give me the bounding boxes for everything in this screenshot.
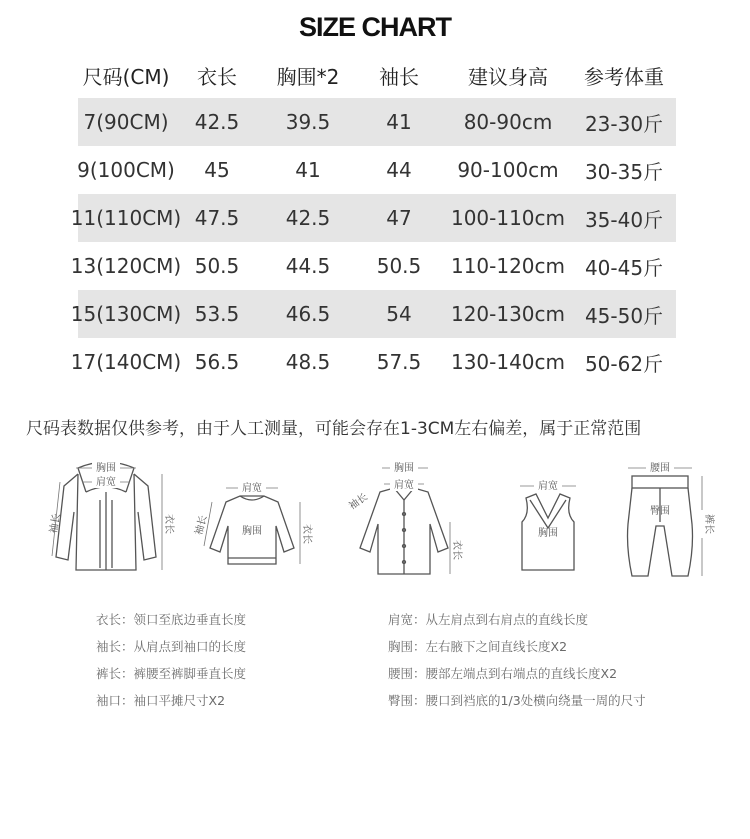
header-length: 衣长 (197, 64, 237, 89)
table-row (78, 98, 676, 146)
legend-key: 袖长 (96, 639, 122, 654)
jacket-chest-label: 胸围 (96, 463, 116, 474)
cell-sleeve: 47 (386, 206, 412, 230)
sweater-shoulder-label: 肩宽 (242, 483, 262, 494)
shirt-length-label: 衣长 (451, 540, 462, 560)
pants-hip-label: 臀围 (650, 506, 670, 517)
legend-right-3: 腰围：腰部左端点到右端点的直线长度X2 (388, 666, 618, 681)
vest-diagram (498, 452, 598, 587)
legend-right-2: 胸围：左右腋下之间直线长度X2 (388, 639, 568, 654)
cell-height: 130-140cm (450, 350, 566, 374)
shirt-chest-label: 胸围 (394, 463, 414, 474)
cell-chest: 48.5 (285, 350, 331, 374)
cell-weight: 30-35斤 (584, 159, 664, 184)
legend-right-4: 臀围：腰口到裆底的1/3处横向绕量一周的尺寸 (388, 693, 646, 708)
legend-key: 腰围 (388, 666, 414, 681)
jacket-length-label: 衣长 (163, 514, 174, 534)
pants-waist-label: 腰围 (650, 463, 670, 474)
table-row (70, 194, 676, 242)
header-chest: 胸围*2 (276, 64, 340, 89)
cell-size: 15(130CM) (70, 302, 182, 326)
vest-chest-label: 胸围 (538, 528, 558, 539)
size-table (70, 52, 676, 386)
cell-size: 7(90CM) (83, 110, 169, 134)
cell-height: 80-90cm (463, 110, 553, 134)
cell-chest: 39.5 (285, 110, 331, 134)
pants-diagram (612, 452, 722, 587)
cell-height: 110-120cm (450, 254, 566, 278)
shirt-shoulder-label: 肩宽 (394, 480, 414, 491)
legend-key: 衣长 (96, 612, 122, 627)
cell-size: 9(100CM) (77, 158, 175, 182)
table-header-row (78, 52, 676, 98)
cell-height: 100-110cm (450, 206, 566, 230)
jacket-sleeve-label: 袖长 (48, 512, 63, 535)
legend-key: 肩宽 (388, 612, 414, 627)
measurement-note: 尺码表数据仅供参考，由于人工测量，可能会存在1-3CM左右偏差，属于正常范围 (26, 419, 642, 439)
header-size: 尺码(CM) (82, 64, 170, 89)
cell-weight: 35-40斤 (584, 207, 664, 232)
header-weight: 参考体重 (584, 64, 664, 89)
legend-right-1: 肩宽：从左肩点到右肩点的直线长度 (388, 612, 589, 627)
jacket-diagram (48, 452, 178, 587)
jacket-shoulder-label: 肩宽 (96, 477, 116, 488)
page-title: SIZE CHART (299, 12, 451, 42)
table-row (70, 242, 676, 290)
cell-weight: 40-45斤 (584, 255, 664, 280)
shirt-diagram (338, 452, 478, 587)
garment-diagrams (0, 452, 750, 592)
cell-weight: 50-62斤 (584, 351, 664, 376)
cell-chest: 46.5 (285, 302, 331, 326)
cell-sleeve: 41 (386, 110, 412, 134)
header-height: 建议身高 (468, 64, 548, 89)
cell-size: 13(120CM) (70, 254, 182, 278)
legend-left-4: 袖口：袖口平摊尺寸X2 (96, 693, 226, 708)
table-row (78, 146, 676, 194)
sweater-length-label: 衣长 (301, 524, 312, 544)
legend-left-2: 袖长：从肩点到袖口的长度 (96, 639, 247, 654)
cell-weight: 45-50斤 (584, 303, 664, 328)
cell-length: 45 (204, 158, 230, 182)
cell-chest: 44.5 (285, 254, 331, 278)
cell-height: 120-130cm (450, 302, 566, 326)
cell-length: 53.5 (194, 302, 240, 326)
legend-left-1: 衣长：领口至底边垂直长度 (96, 612, 247, 627)
header-sleeve: 袖长 (379, 64, 419, 89)
cell-sleeve: 50.5 (376, 254, 422, 278)
cell-sleeve: 44 (386, 158, 412, 182)
cell-chest: 41 (295, 158, 321, 182)
legend-key: 袖口 (96, 693, 122, 708)
legend-key: 裤长 (96, 666, 122, 681)
shirt-sleeve-label: 袖长 (347, 491, 370, 513)
cell-sleeve: 54 (386, 302, 412, 326)
legend-text: 腰部左端点到右端点的直线长度X2 (425, 666, 618, 681)
table-row (70, 290, 676, 338)
cell-size: 17(140CM) (70, 350, 182, 374)
vest-shoulder-label: 肩宽 (538, 481, 558, 492)
cell-size: 11(110CM) (70, 206, 182, 230)
cell-height: 90-100cm (457, 158, 559, 182)
cell-length: 47.5 (194, 206, 240, 230)
cell-length: 56.5 (194, 350, 240, 374)
legend-text: 腰口到裆底的1/3处横向绕量一周的尺寸 (425, 693, 646, 708)
cell-chest: 42.5 (285, 206, 331, 230)
cell-length: 42.5 (194, 110, 240, 134)
cell-length: 50.5 (194, 254, 240, 278)
legend-key: 臀围 (388, 693, 414, 708)
sweater-sleeve-label: 袖长 (193, 514, 210, 537)
legend-text: 从左肩点到右肩点的直线长度 (425, 612, 589, 627)
cell-sleeve: 57.5 (376, 350, 422, 374)
cell-weight: 23-30斤 (584, 111, 664, 136)
legend-text: 左右腋下之间直线长度X2 (425, 639, 568, 654)
sweater-diagram (190, 452, 320, 587)
legend-text: 袖口平摊尺寸X2 (133, 693, 226, 708)
legend-text: 从肩点到袖口的长度 (133, 639, 247, 654)
legend-key: 胸围 (388, 639, 414, 654)
legend-left-3: 裤长：裤腰至裤脚垂直长度 (96, 666, 247, 681)
sweater-chest-label: 胸围 (242, 526, 262, 537)
table-row (70, 338, 676, 386)
legend-text: 领口至底边垂直长度 (133, 612, 247, 627)
pants-length-label: 裤长 (703, 514, 714, 534)
legend-text: 裤腰至裤脚垂直长度 (133, 666, 247, 681)
